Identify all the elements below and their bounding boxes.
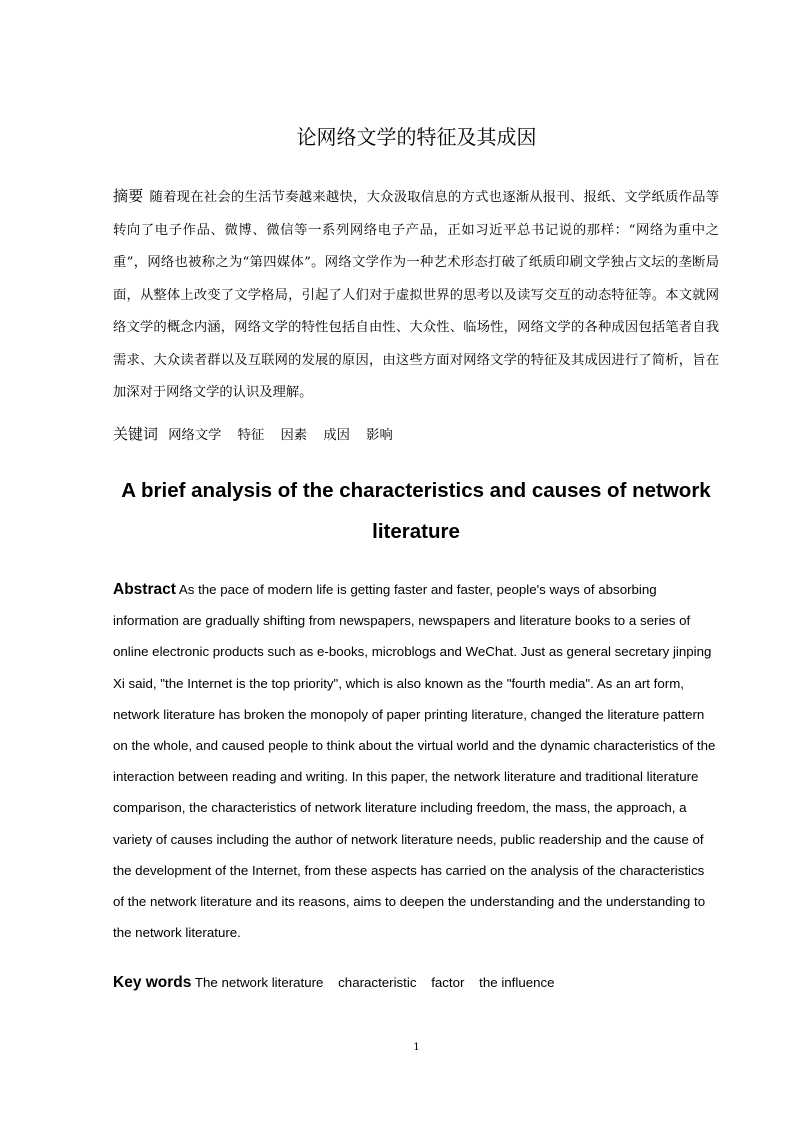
english-keyword: factor (431, 975, 465, 990)
chinese-abstract-text: 随着现在社会的生活节奏越来越快，大众汲取信息的方式也逐渐从报刊、报纸、文学纸质作品等转向了电子作品、微博、微信等一系列网络电子产品，正如习近平总书记说的那样：“网络为重中之重”，网络也被称之为“第四媒体”。网络文学作为一种艺术形态打破了纸质印刷文学独占文坛的垄断局面，从整体上改变了文学格局，引起了人们对于虚拟世界的思考以及读写交互的动态特征等。本文就网络文学的概念内涵，网络文学的特性包括自由性、大众性、临场性，网络文学的各种成因包括笔者自我需求、大众读者群以及互联网的发展的原因，由这些方面对网络文学的特征及其成因进行了简析，旨在加深对于网络文学的认识及理解。 (113, 190, 719, 400)
chinese-abstract-label: 摘要 (113, 187, 144, 205)
chinese-keywords (113, 419, 719, 451)
english-abstract (113, 574, 719, 948)
english-keywords (113, 968, 719, 998)
english-keyword: The network literature (194, 975, 324, 990)
chinese-keyword: 影响 (366, 428, 393, 443)
chinese-keyword: 特征 (237, 428, 265, 443)
chinese-keyword: 成因 (323, 428, 350, 443)
english-abstract-label: Abstract (113, 581, 176, 598)
english-keyword: characteristic (338, 975, 417, 990)
chinese-keywords-label: 关键词 (113, 425, 159, 443)
chinese-keyword: 网络文学 (168, 428, 222, 443)
page-number: 1 (413, 1042, 420, 1053)
english-title: A brief analysis of the characteristics and causes of network literature (121, 479, 711, 543)
chinese-title: 论网络文学的特征及其成因 (296, 125, 537, 149)
english-keywords-label: Key words (113, 974, 192, 991)
chinese-keyword: 因素 (280, 428, 308, 443)
chinese-abstract (113, 180, 719, 410)
english-keyword: the influence (479, 975, 555, 990)
english-abstract-text: As the pace of modern life is getting faster and faster, people's ways of absorbing information are gradually shifting from newspapers, newspapers and literature books to a series of online electronic products such as e-books, microblogs and WeChat. Just as general secretary jinping Xi said, "the Internet is the top priority", which is also known as the "fourth media". As an art form, network literature has broken the monopoly of paper printing literature, changed the literature pattern on the whole, and caused people to think about the virtual world and the dynamic characteristics of the interaction between reading and writing. In this paper, the network literature and traditional literature comparison, the characteristics of network literature including freedom, the mass, the approach, a variety of causes including the author of network literature needs, public readership and the cause of the development of the Internet, from these aspects has carried on the analysis of the characteristics of the network literature and its reasons, aims to deepen the understanding and the understanding to the network literature. (113, 582, 716, 941)
